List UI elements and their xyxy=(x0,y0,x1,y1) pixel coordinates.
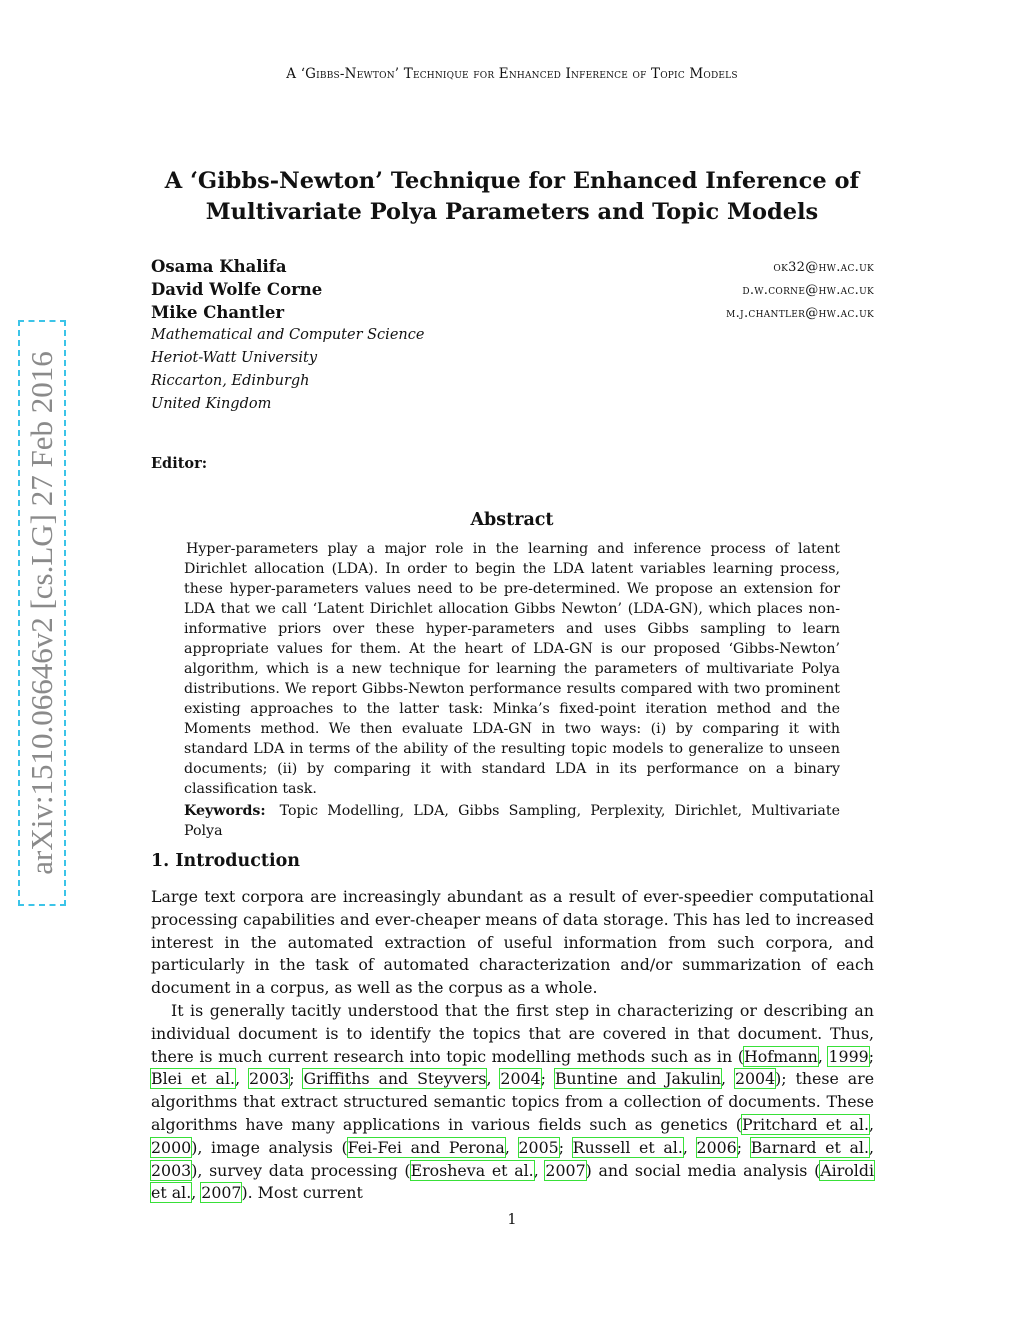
section-heading: 1. Introduction xyxy=(151,851,300,871)
author-name: Osama Khalifa xyxy=(151,257,287,276)
author-email[interactable]: ok32@hw.ac.uk xyxy=(773,260,874,275)
introduction-body xyxy=(151,886,874,1205)
intro-paragraph-2: It is generally tacitly understood that the first step in characterizing or describing an individual document is to identify the topics that are covered in that document. Thus, there is much current research into topic modelling methods such as in (Hofmann, 1999; Blei et al., 2003; Griffiths and Steyvers, 2004; Buntine and Jakulin, 2004); these are algorithms that extract structured semantic topics from a collection of documents. These algorithms have many applications in various fields such as genetics (Pritchard et al., 2000), image analysis (Fei-Fei and Perona, 2005; Russell et al., 2006; Barnard et al., 2003), survey data processing (Erosheva et al., 2007) and social media analysis (Airoldi et al., 2007). Most current xyxy=(151,1000,875,1203)
affiliation-line: United Kingdom xyxy=(151,396,272,412)
author-name: Mike Chantler xyxy=(151,303,285,322)
citation-link[interactable]: 2003 xyxy=(249,1069,290,1089)
citation-link[interactable]: Erosheva et al. xyxy=(410,1160,534,1180)
author-email[interactable]: d.w.corne@hw.ac.uk xyxy=(742,283,874,298)
paper-title xyxy=(150,166,874,228)
citation-link[interactable]: 2004 xyxy=(500,1069,541,1089)
citation-link[interactable]: Hofmann xyxy=(743,1046,818,1066)
arxiv-identifier[interactable]: arXiv:1510.06646v2 [cs.LG] 27 Feb 2016 xyxy=(24,351,59,875)
citation-link[interactable]: 2003 xyxy=(151,1160,192,1180)
citation-link[interactable]: Buntine and Jakulin xyxy=(554,1069,721,1089)
citation-link[interactable]: 2007 xyxy=(201,1183,242,1203)
abstract-body xyxy=(184,539,840,841)
abstract-text: Hyper-parameters play a major role in the learning and inference process of latent Dirichlet allocation (LDA). In order to begin the LDA latent variables learning process, these hyper-parameters values need to be pre-determined. We propose an extension for LDA that we call ‘Latent Dirichlet allocation Gibbs Newton’ (LDA-GN), which places non-informative priors over these hyper-parameters and uses Gibbs sampling to learn appropriate values for them. At the heart of LDA-GN is our proposed ‘Gibbs-Newton’ algorithm, which is a new technique for learning the parameters of multivariate Polya distributions. We report Gibbs-Newton performance results compared with two prominent existing approaches to the latter task: Minka’s fixed-point iteration method and the Moments method. We then evaluate LDA-GN in two ways: (i) by comparing it with standard LDA in terms of the ability of the resulting topic models to generalize to unseen documents; (ii) by comparing it with standard LDA in its performance on a binary classification task. xyxy=(184,541,840,797)
citation-link[interactable]: Fei-Fei and Perona xyxy=(347,1137,505,1157)
affiliation-line: Riccarton, Edinburgh xyxy=(151,373,310,389)
citation-link[interactable]: 2007 xyxy=(545,1160,586,1180)
body-text: It is generally tacitly understood that the first step in characterizing or describing an individual document is to identify the topics that are covered in that document. Thus, there is much current research into topic modelling methods such as in ( xyxy=(151,1000,874,1066)
citation-link[interactable]: 2000 xyxy=(151,1137,192,1157)
author-name: David Wolfe Corne xyxy=(151,280,323,299)
body-text: ); these are algorithms that extract structured semantic topics from a collection of documents. These algorithms have many applications in various fields such as genetics ( xyxy=(151,1069,875,1134)
editor-label: Editor: xyxy=(151,455,208,472)
citation-link[interactable]: Pritchard et al. xyxy=(741,1114,869,1134)
title-line-2: Multivariate Polya Parameters and Topic Models xyxy=(205,199,819,225)
keywords-text: Topic Modelling, LDA, Gibbs Sampling, Perplexity, Dirichlet, Multivariate Polya xyxy=(184,803,840,839)
citation-link[interactable]: Russell et al. xyxy=(572,1137,683,1157)
title-line-1: A ‘Gibbs-Newton’ Technique for Enhanced Inference of xyxy=(164,168,860,194)
affiliation-line: Heriot-Watt University xyxy=(151,350,318,366)
citation-link[interactable]: 2004 xyxy=(734,1069,776,1089)
body-text: ), image analysis ( xyxy=(191,1137,348,1157)
page-number: 1 xyxy=(507,1212,517,1228)
arxiv-stamp[interactable] xyxy=(18,320,66,906)
citation-link[interactable]: Griffiths and Steyvers xyxy=(303,1069,487,1089)
body-text: ), survey data processing ( xyxy=(191,1160,411,1180)
body-text: ). Most current xyxy=(241,1183,363,1203)
citation-link[interactable]: Airoldi et al. xyxy=(151,1160,875,1203)
citation-link[interactable]: Blei et al. xyxy=(151,1069,236,1089)
author-email[interactable]: m.j.chantler@hw.ac.uk xyxy=(726,306,874,321)
citation-link[interactable]: Barnard et al. xyxy=(750,1137,869,1157)
abstract-heading: Abstract xyxy=(470,510,554,530)
citation-link[interactable]: 2006 xyxy=(696,1137,737,1157)
keywords xyxy=(184,801,840,841)
intro-paragraph-1: Large text corpora are increasingly abundant as a result of ever-speedier computational processing capabilities and ever-cheaper means of data storage. This has led to increased interest in the automated extraction of useful information from such corpora, and particularly in the task of automated characterization and/or summarization of each document in a corpus, as well as the corpus as a whole. xyxy=(151,887,874,998)
keywords-label: Keywords: xyxy=(184,803,266,819)
affiliation-line: Mathematical and Computer Science xyxy=(151,327,425,343)
citation-link[interactable]: 2005 xyxy=(518,1137,559,1157)
running-head: A ‘Gibbs-Newton’ Technique for Enhanced Inference of Topic Models xyxy=(286,66,738,82)
citation-link[interactable]: 1999 xyxy=(828,1046,869,1066)
body-text: ) and social media analysis ( xyxy=(585,1160,821,1180)
